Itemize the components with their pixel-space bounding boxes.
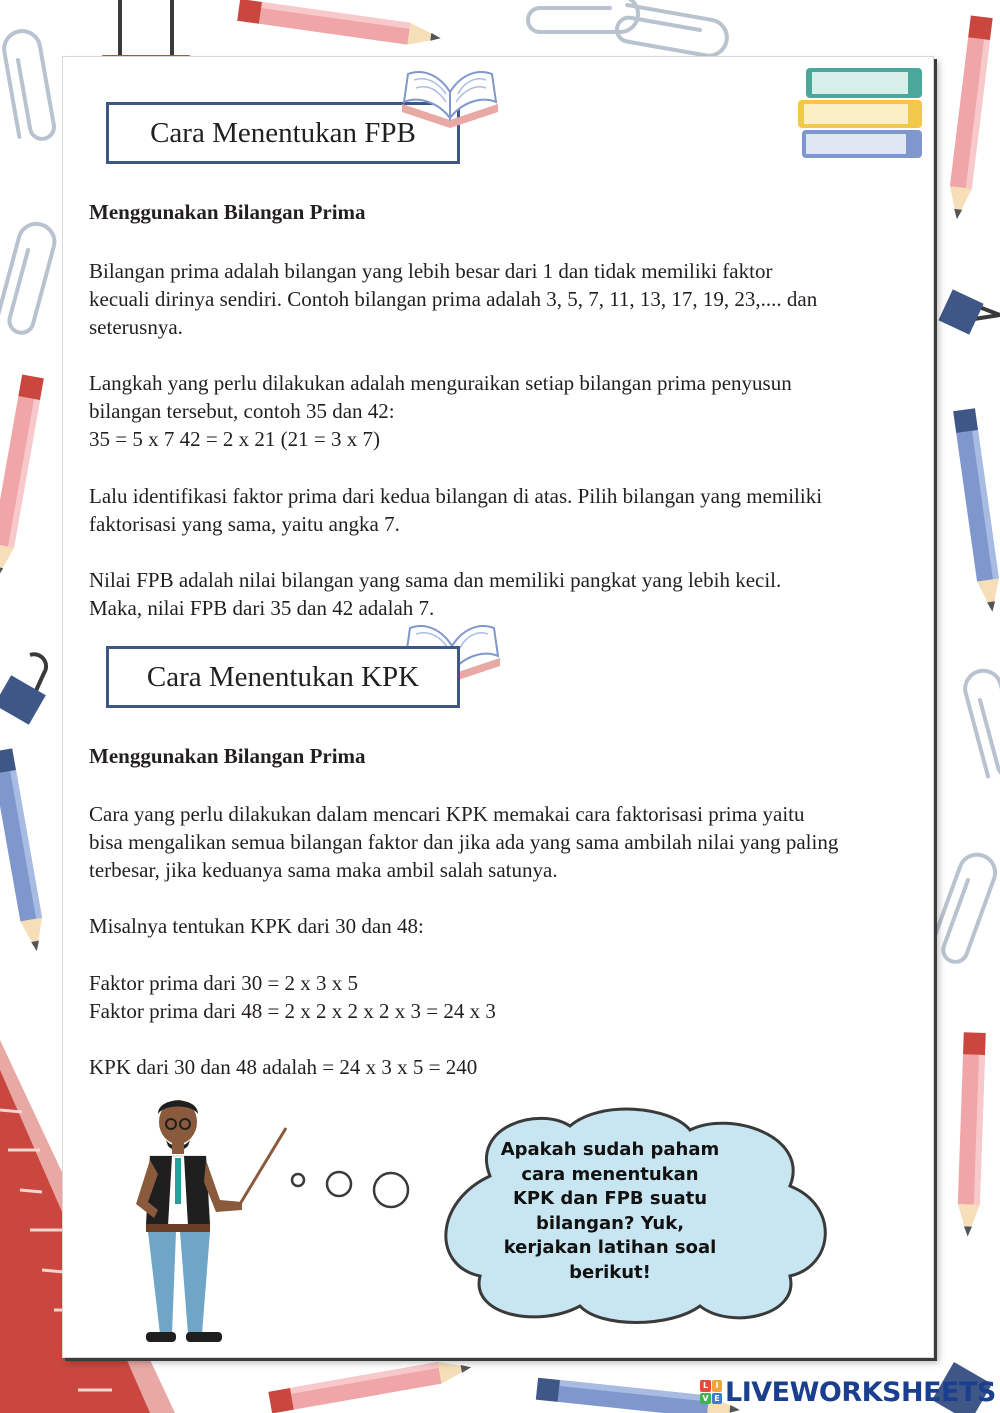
pencil-icon: [268, 1356, 473, 1413]
kpk-paragraph-3: [89, 969, 496, 1025]
text-line: bilangan? Yuk,: [535, 1212, 685, 1234]
text-line: cara menentukan: [521, 1163, 699, 1185]
logo-letter: L: [700, 1380, 711, 1392]
text-line: Cara yang perlu dilakukan dalam mencari KPK memakai cara faktorisasi prima yaitu: [89, 802, 805, 826]
text-line: Faktor prima dari 30 = 2 x 3 x 5: [89, 971, 359, 995]
text-line: faktorisasi yang sama, yaitu angka 7.: [89, 512, 400, 536]
logo-letter: E: [712, 1393, 723, 1405]
kpk-heading: [106, 646, 460, 708]
pencil-icon: [237, 0, 442, 49]
text-line: Faktor prima dari 48 = 2 x 2 x 2 x 2 x 3 = 24 x 3: [89, 999, 496, 1023]
text-line: Misalnya tentukan KPK dari 30 dan 48:: [89, 914, 424, 938]
paperclip-icon: [0, 220, 58, 336]
kpk-heading-text: Cara Menentukan KPK: [146, 660, 420, 693]
fpb-paragraph-4: [89, 566, 781, 622]
text-line: Lalu identifikasi faktor prima dari kedua bilangan di atas. Pilih bilangan yang memiliki: [89, 484, 823, 508]
liveworksheets-brand[interactable]: [700, 1372, 996, 1412]
thought-dots: [284, 1160, 414, 1210]
text-line: kerjakan latihan soal: [503, 1237, 717, 1258]
text-line: Maka, nilai FPB dari 35 dan 42 adalah 7.: [89, 596, 435, 620]
text-line: Langkah yang perlu dilakukan adalah menguraikan setiap bilangan prima penyusun: [89, 371, 792, 395]
fpb-subheading: Menggunakan Bilangan Prima: [89, 200, 366, 224]
paperclip-icon: [961, 667, 1000, 783]
fpb-heading-text: Cara Menentukan FPB: [150, 116, 416, 149]
liveworksheets-logo: [700, 1380, 722, 1404]
speech-cloud-text: [470, 1138, 750, 1285]
kpk-paragraph-2: [89, 912, 424, 940]
text-line: terbesar, jika keduanya sama maka ambil salah satunya.: [89, 858, 558, 882]
pencil-icon: [957, 1032, 986, 1237]
text-line: 35 = 5 x 7 42 = 2 x 21 (21 = 3 x 7): [89, 427, 381, 451]
pencil-icon: [946, 15, 993, 220]
pencil-icon: [0, 748, 48, 953]
book-stack-icon: [794, 60, 930, 166]
binder-clip-icon: [0, 654, 46, 724]
paperclip-icon: [929, 850, 1000, 966]
kpk-subheading: Menggunakan Bilangan Prima: [89, 744, 366, 768]
text-line: bisa mengalikan semua bilangan faktor dan jika ada yang sama ambilah nilai yang paling: [89, 830, 839, 854]
kpk-paragraph-4: [89, 1053, 477, 1081]
binder-clip-icon: [938, 289, 1000, 334]
open-book-icon: [398, 62, 502, 132]
logo-letter: I: [712, 1380, 723, 1392]
text-line: kecuali dirinya sendiri. Contoh bilangan prima adalah 3, 5, 7, 11, 13, 17, 19, 23,.... dan: [89, 287, 818, 311]
fpb-paragraph-2: [89, 369, 792, 453]
paperclip-icon: [615, 4, 730, 59]
brand-name: LIVEWORKSHEETS: [725, 1376, 996, 1408]
pencil-icon: [953, 408, 1000, 613]
teacher-illustration: [128, 1094, 298, 1350]
logo-letter: V: [700, 1393, 711, 1405]
paperclip-icon: [528, 0, 638, 32]
text-line: KPK dan FPB suatu: [512, 1188, 708, 1209]
paperclip-icon: [1, 28, 56, 143]
text-line: bilangan tersebut, contoh 35 dan 42:: [89, 399, 395, 423]
fpb-paragraph-1: [89, 257, 817, 341]
text-line: Bilangan prima adalah bilangan yang lebih besar dari 1 dan tidak memiliki faktor: [89, 259, 773, 283]
pencil-icon: [0, 375, 44, 580]
text-line: Nilai FPB adalah nilai bilangan yang sama dan memiliki pangkat yang lebih kecil.: [89, 568, 782, 592]
text-line: Apakah sudah paham: [500, 1139, 720, 1160]
kpk-paragraph-1: [89, 800, 838, 884]
text-line: seterusnya.: [89, 315, 183, 339]
text-line: KPK dari 30 dan 48 adalah = 24 x 3 x 5 = 240: [89, 1055, 478, 1079]
text-line: berikut!: [569, 1261, 651, 1283]
fpb-paragraph-3: [89, 482, 822, 538]
